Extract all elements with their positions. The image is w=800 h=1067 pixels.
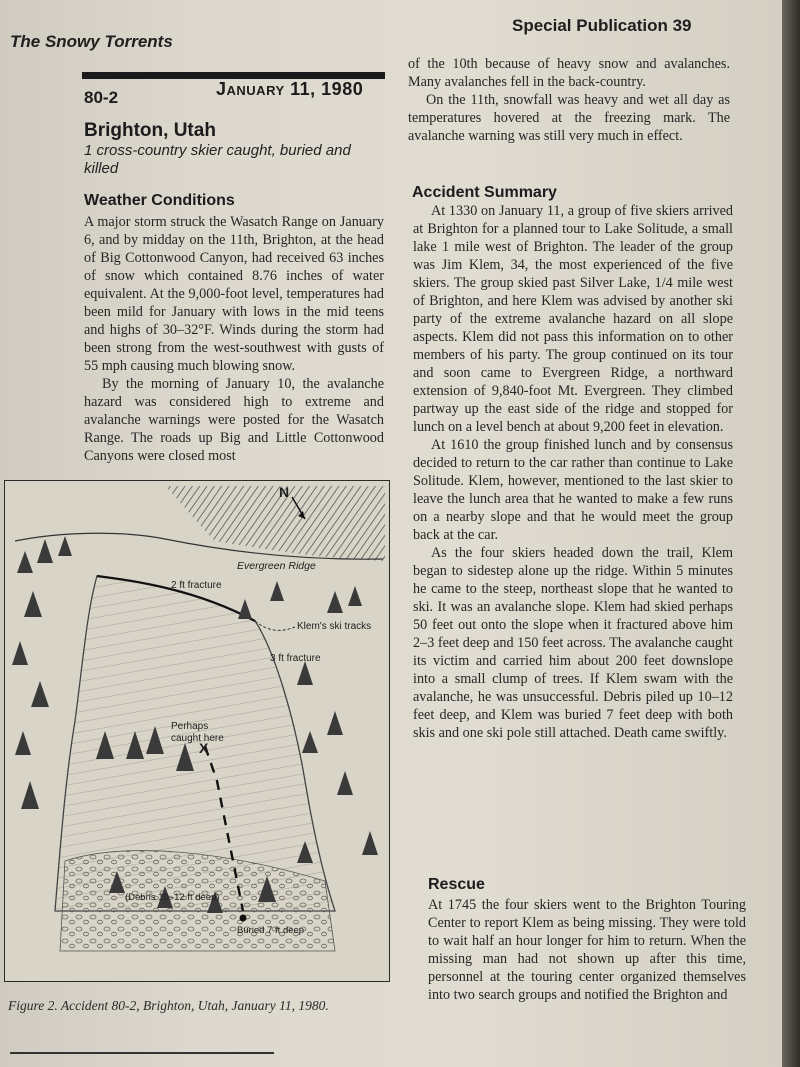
ridge-shading [165, 486, 385, 561]
caught-label-line1: Perhaps [171, 721, 209, 732]
accident-date: January 11, 1980 [216, 79, 364, 99]
weather-text [84, 213, 384, 465]
accident-paragraph-2: At 1610 the group finished lunch and by consensus decided to return to the car rather than continue to Lake Solitude. Klem, however, mentioned to the last skier to leave the lunch area that he wanted to make a few runs on a nearby slope and that he would meet the group back at the car. [413, 437, 733, 543]
weather-paragraph-2: By the morning of January 10, the avalanche hazard was considered high to extreme and avalanche warnings were posted for the Wasatch Range. The roads up Big and Little Cottonwood Canyons were closed most [84, 376, 384, 464]
fracture-3ft-label: 3 ft fracture [270, 653, 321, 664]
running-header-publication: Special Publication 39 [512, 16, 692, 35]
ski-tracks-label: Klem's ski tracks [297, 621, 372, 632]
debris-label: (Debris 10–12 ft deep) [125, 892, 220, 903]
ski-tracks [255, 621, 295, 630]
accident-paragraph-1: At 1330 on January 11, a group of five skiers arrived at Brighton for a planned tour to Lake Solitude, a small lake 1 mile west of Brighton. The leader of the group was Jim Klem, 34, the most experienced of the five skiers. The group skied past Silver Lake, 1/4 mile west of Brighton, and here Klem was advised by another ski party of the extreme avalanche hazard on all slope aspects. Klem did not pass this information on to other members of his party. The group continued on its tour and soon came to Evergreen Ridge, a northward extension of 9,840-foot Mt. Evergreen. They climbed partway up the east side of the ridge and stopped for lunch on a level bench at about 9,200 feet in elevation. [413, 203, 733, 435]
burial-point [240, 915, 247, 922]
bottom-rule [10, 1052, 274, 1054]
weather-heading: Weather Conditions [84, 192, 235, 209]
rescue-heading: Rescue [428, 876, 485, 893]
accident-site-figure [4, 480, 390, 982]
page-edge-shadow [782, 0, 800, 1067]
caught-mark: X [199, 740, 209, 756]
accident-id: 80-2 [84, 88, 119, 107]
running-header-title: The Snowy Torrents [10, 32, 173, 51]
weather-continuation-1: of the 10th because of heavy snow and avalanches. Many avalanches fell in the back-country. [408, 56, 730, 90]
accident-summary-text [413, 202, 733, 742]
section-rule [82, 72, 385, 79]
weather-continuation [408, 55, 730, 145]
fracture-2ft-label: 2 ft fracture [171, 580, 222, 591]
weather-continuation-2: On the 11th, snowfall was heavy and wet all day as temperatures hovered at the freezing mark. The avalanche warning was still very much in effect. [408, 92, 730, 144]
ridge-label: Evergreen Ridge [237, 560, 316, 572]
buried-label: Buried 7 ft deep [237, 925, 305, 936]
accident-summary-heading: Accident Summary [412, 184, 557, 201]
weather-paragraph-1: A major storm struck the Wasatch Range on January 6, and by midday on the 11th, Brighton, at the head of Big Cottonwood Canyon, had received 63 inches of snow which contained 8.76 inches of water equivalent. At the 9,000-foot level, temperatures had been mild for January with lows in the mid teens and highs of 30–32°F. Winds during the storm had been strong from the west-southwest with gusts of 55 mph causing much blowing snow. [84, 214, 384, 374]
accident-summary-line: 1 cross-country skier caught, buried and killed [84, 142, 351, 177]
accident-paragraph-3: As the four skiers headed down the trail, Klem began to sidestep alone up the ridge. Within 5 minutes he came to the steep, northeast slope that he wanted to ski. It was an avalanche slope. Klem had skied perhaps 50 feet out onto the slope when it fractured above him 2–3 feet deep and 150 feet across. The avalanche caught its victim and carried him about 200 feet downslope into a small clump of trees. If Klem swam with the avalanche, he was unsuccessful. Debris piled up 10–12 feet deep, and Klem was buried 7 feet deep with both skis and one ski pole still attached. Death came swiftly. [413, 545, 733, 741]
accident-location: Brighton, Utah [84, 120, 216, 141]
rescue-paragraph-1: At 1745 the four skiers went to the Brighton Touring Center to report Klem as being missing. They were told to wait half an hour longer for him to return. When the missing man had not shown up after this time, personnel at the touring center organized themselves into two search groups and notified the Brighton and [428, 897, 746, 1003]
north-label: N [279, 484, 290, 500]
caught-label-line2: caught here [171, 733, 224, 744]
slope-illustration [5, 481, 389, 981]
figure-caption: Figure 2. Accident 80-2, Brighton, Utah, January 11, 1980. [8, 998, 329, 1013]
rescue-text [428, 896, 746, 1004]
